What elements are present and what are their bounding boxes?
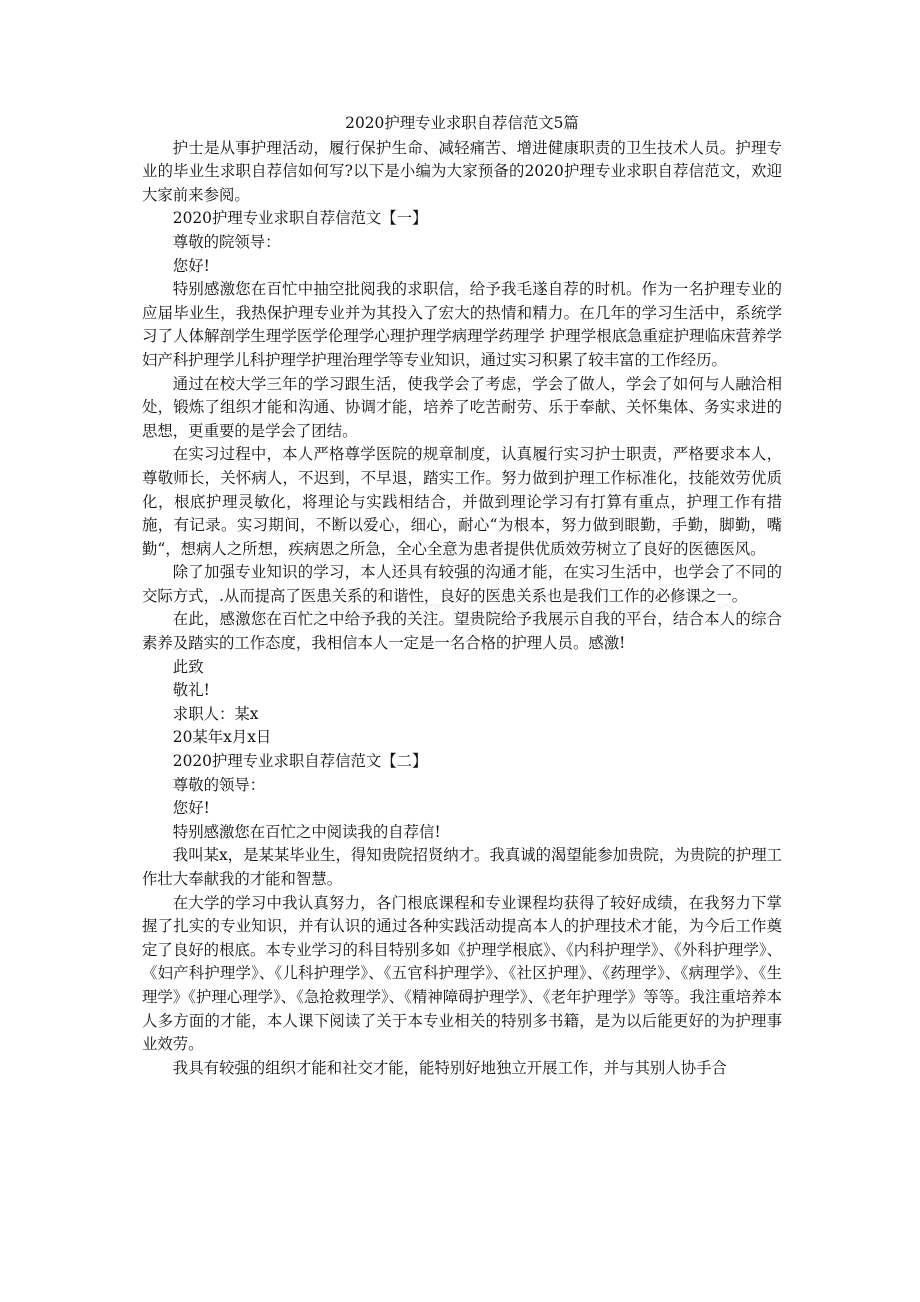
- body-paragraph: 通过在校大学三年的学习跟生活，使我学会了考虑，学会了做人，学会了如何与人融洽相处，锻炼了组织才能和沟通、协调才能，培养了吃苦耐劳、乐于奉献、关怀集体、务实求进的思想，更重要的是学会了团结。: [142, 374, 782, 440]
- document-page: [142, 112, 782, 1080]
- closing-line: 此致: [172, 657, 204, 676]
- date-line: 20某年x月x日: [172, 728, 272, 747]
- closing-line: 敬礼!: [172, 681, 210, 700]
- body-paragraph: 在实习过程中，本人严格尊学医院的规章制度，认真履行实习护士职责，严格要求本人，尊敬师长，关怀病人，不迟到，不早退，踏实工作。努力做到护理工作标准化，技能效劳优质化，根底护理灵敏化，将理论与实践相结合，并做到理论学习有打算有重点，护理工作有措施，有记录。实习期间，不断以爱心，细心，耐心“为根本，努力做到眼勤，手勤，脚勤，嘴勤“，想病人之所想，疾病恩之所急，全心全意为患者提供优质效劳树立了良好的医德医风。: [142, 445, 782, 558]
- greeting-1: 您好!: [172, 256, 210, 275]
- intro-paragraph: 护士是从事护理活动，履行保护生命、减轻痛苦、增进健康职责的卫生技术人员。护理专业的毕业生求职自荐信如何写?以下是小编为大家预备的2020护理专业求职自荐信范文，欢迎大家前来参阅。: [142, 138, 782, 204]
- section-heading-2: 2020护理专业求职自荐信范文【二】: [172, 752, 428, 771]
- document-title: 2020护理专业求职自荐信范文5篇: [345, 114, 579, 132]
- signature-line: 求职人：某x: [172, 704, 259, 723]
- body-paragraph: 在此，感激您在百忙之中给予我的关注。望贵院给予我展示自我的平台，结合本人的综合素养及踏实的工作态度，我相信本人一定是一名合格的护理人员。感激!: [142, 610, 782, 653]
- body-paragraph: 在大学的学习中我认真努力，各门根底课程和专业课程均获得了较好成绩，在我努力下掌握了扎实的专业知识，并有认识的通过各种实践活动提高本人的护理技术才能，为今后工作奠定了良好的根底。本专业学习的科目特别多如《护理学根底》、《内科护理学》、《外科护理学》、《妇产科护理学》、《儿科护理学》、《五官科护理学》、《社区护理》、《药理学》、《病理学》、《生理学》《护理心理学》、《急抢救理学》、《精神障碍护理学》、《老年护理学》等等。我注重培养本人多方面的才能，本人课下阅读了关于本专业相关的特别多书籍，是为以后能更好的为护理事业效劳。: [142, 893, 782, 1054]
- body-paragraph: 特别感激您在百忙中抽空批阅我的求职信，给予我毛遂自荐的时机。作为一名护理专业的应届毕业生，我热保护理专业并为其投入了宏大的热情和精力。在几年的学习生活中，系统学习了人体解剖学生理学医学伦理学心理护理学病理学药理学 护理学根底急重症护理临床营养学妇产科护理学儿科护理学护理治理学等专业知识，通过实习积累了较丰富的工作经历。: [142, 280, 782, 369]
- salutation-1: 尊敬的院领导：: [172, 232, 281, 251]
- body-paragraph: 除了加强专业知识的学习，本人还具有较强的沟通才能，在实习生活中，也学会了不同的交际方式，.从而提高了医患关系的和谐性，良好的医患关系也是我们工作的必修课之一。: [142, 563, 782, 605]
- body-paragraph: 我叫某x，是某某毕业生，得知贵院招贤纳才。我真诚的渴望能参加贵院，为贵院的护理工作壮大奉献我的才能和智慧。: [142, 846, 782, 888]
- body-paragraph: 我具有较强的组织才能和社交才能，能特别好地独立开展工作，并与其别人协手合: [172, 1058, 727, 1077]
- body-paragraph: 特别感激您在百忙之中阅读我的自荐信!: [172, 822, 441, 841]
- greeting-2: 您好!: [172, 799, 210, 818]
- section-heading-1: 2020护理专业求职自荐信范文【一】: [172, 209, 428, 228]
- salutation-2: 尊敬的领导：: [172, 775, 266, 794]
